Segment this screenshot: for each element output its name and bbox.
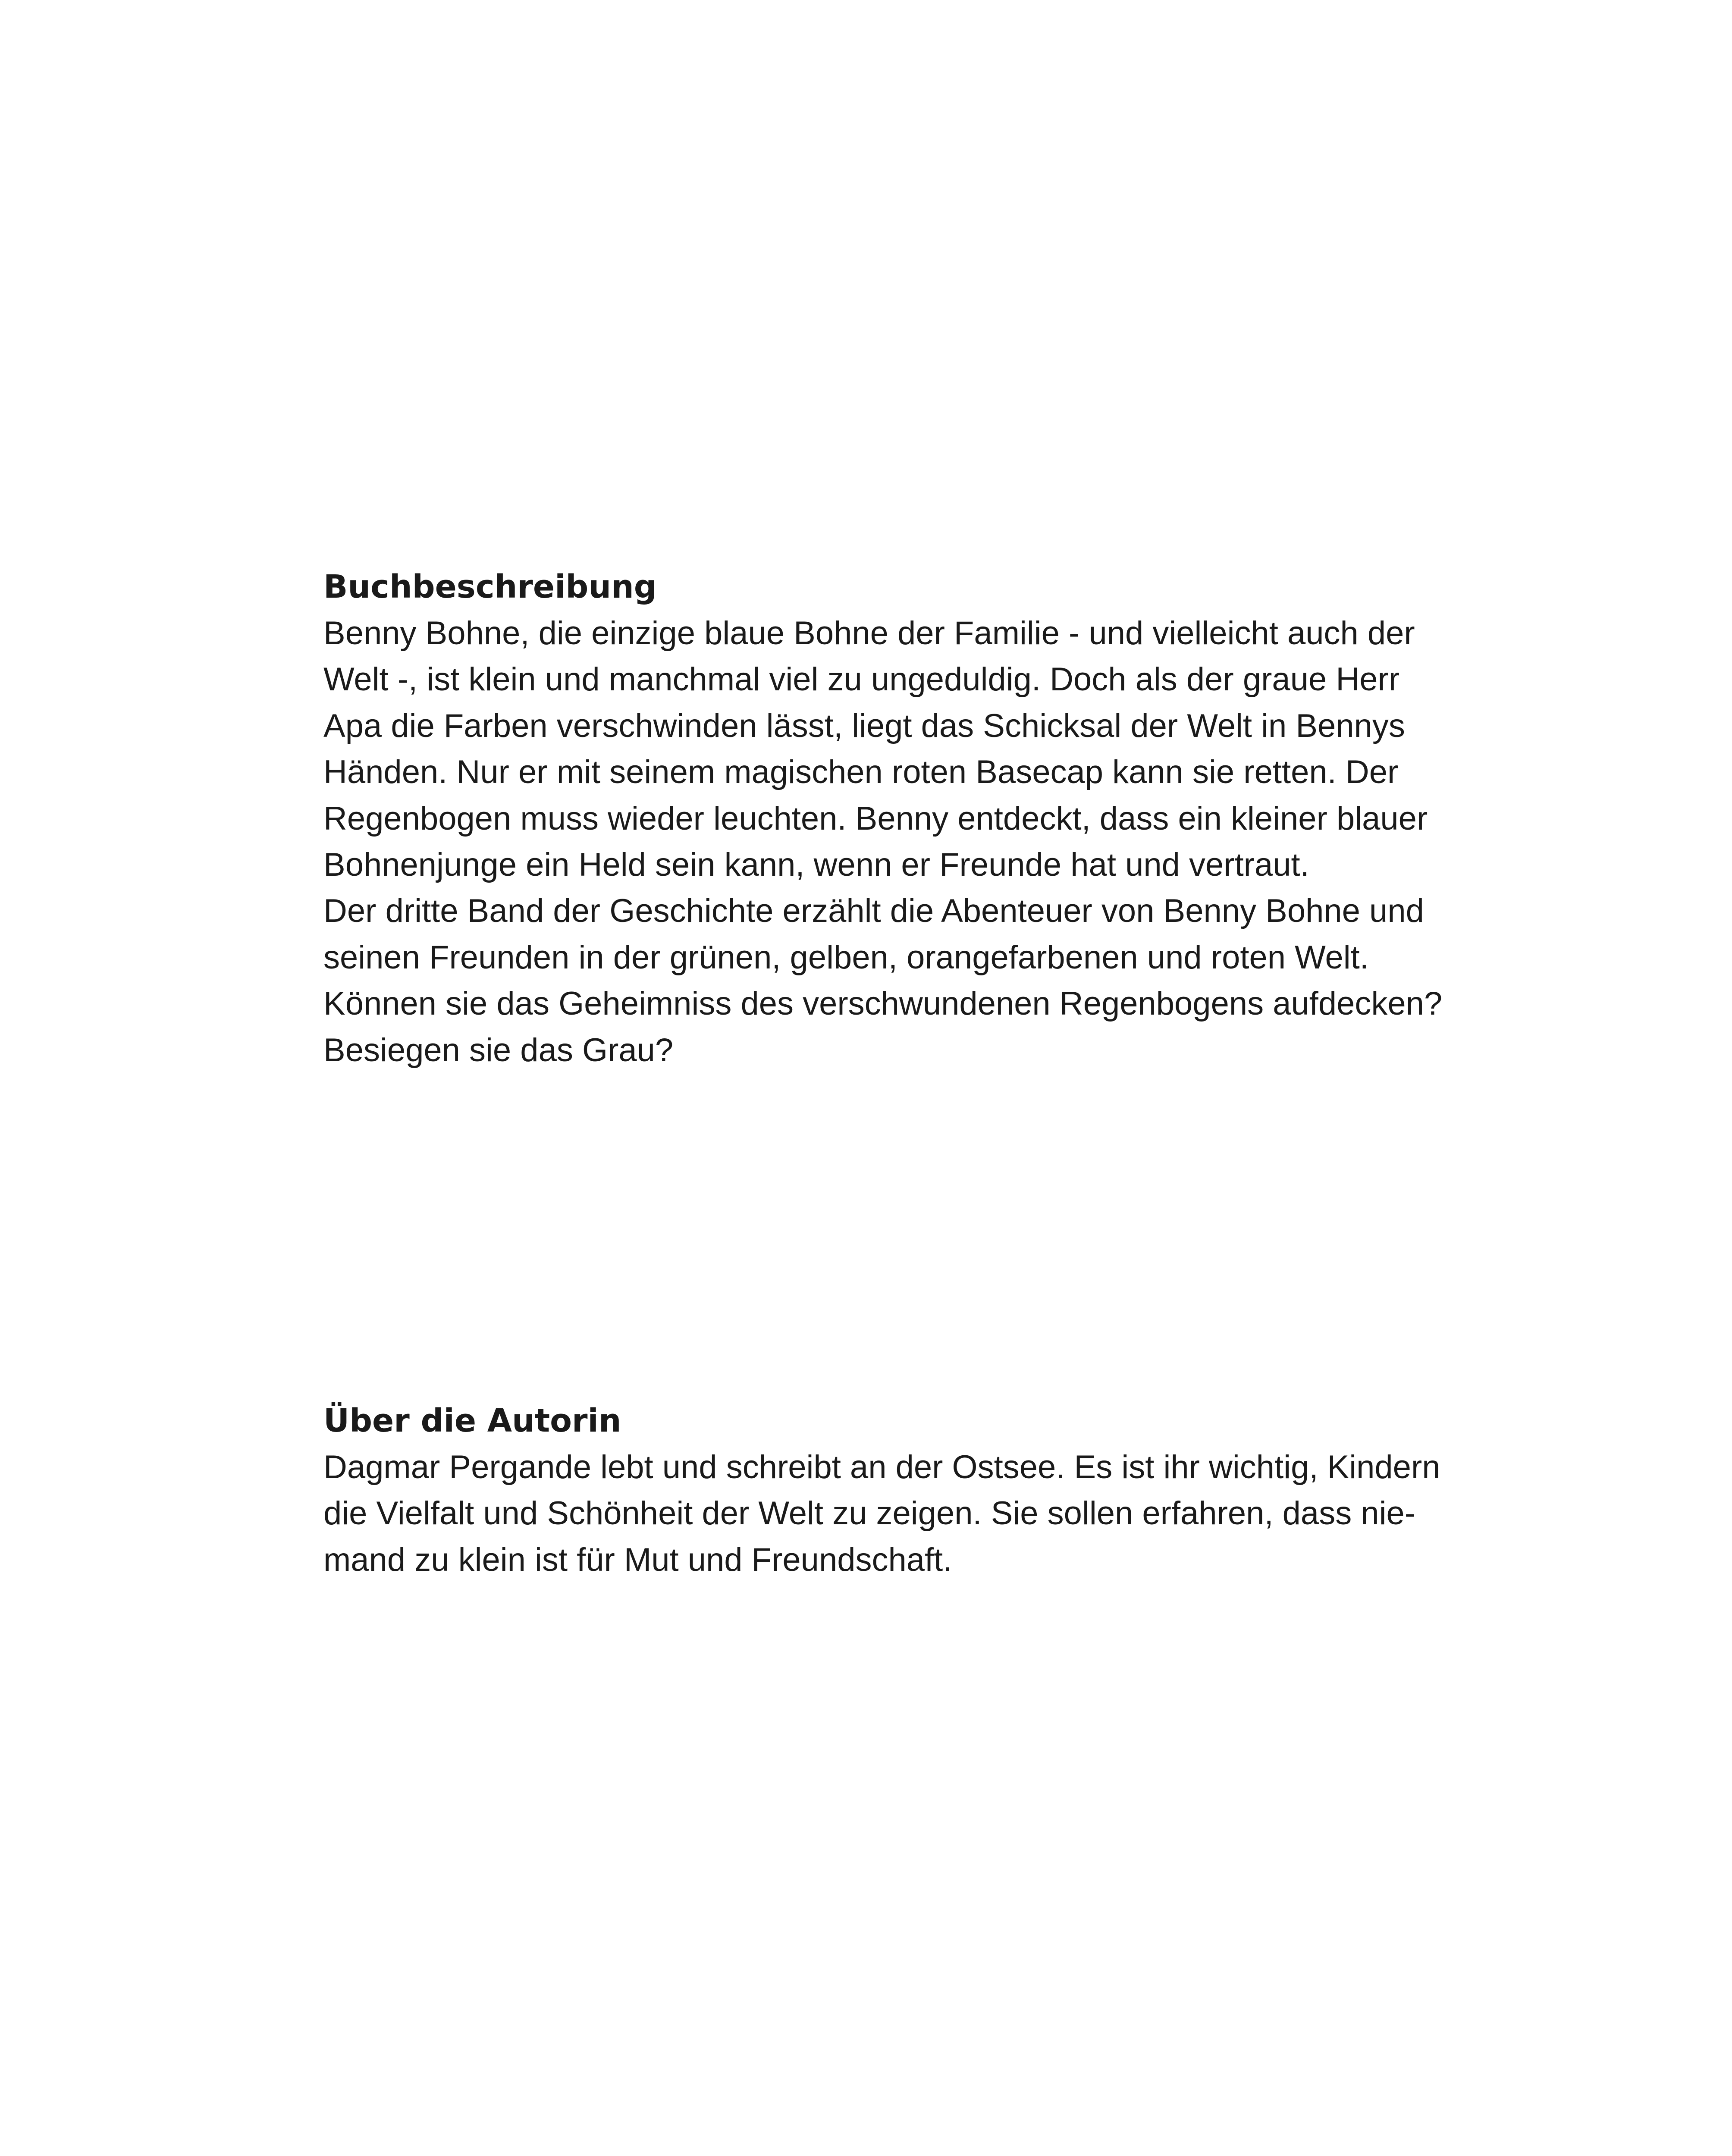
- book-description-line: Können sie das Geheimniss des verschwundenen Regenbogens aufdecken?: [323, 985, 1443, 1022]
- book-description-line: Welt -, ist klein und manchmal viel zu ungeduldig. Doch als der graue Herr: [323, 661, 1400, 698]
- author-heading: Über die Autorin: [323, 1402, 621, 1439]
- book-description-line: Händen. Nur er mit seinem magischen roten Basecap kann sie retten. Der: [323, 754, 1399, 791]
- book-description-heading: Buchbeschreibung: [323, 568, 657, 605]
- book-description-line: Der dritte Band der Geschichte erzählt die Abenteuer von Benny Bohne und: [323, 893, 1424, 930]
- author-bio-line: mand zu klein ist für Mut und Freundschaft.: [323, 1541, 952, 1578]
- book-description-line: Regenbogen muss wieder leuchten. Benny entdeckt, dass ein kleiner blauer: [323, 800, 1428, 837]
- author-section: [323, 1398, 1453, 1583]
- book-description-line: seinen Freunden in der grünen, gelben, orangefarbenen und roten Welt.: [323, 939, 1369, 976]
- author-bio-line: die Vielfalt und Schönheit der Welt zu zeigen. Sie sollen erfahren, dass nie-: [323, 1495, 1416, 1532]
- book-description-line: Benny Bohne, die einzige blaue Bohne der Familie - und vielleicht auch der: [323, 615, 1415, 652]
- book-description-line: Besiegen sie das Grau?: [323, 1031, 674, 1069]
- book-description-section: [323, 564, 1453, 1073]
- author-bio-line: Dagmar Pergande lebt und schreibt an der Ostsee. Es ist ihr wichtig, Kindern: [323, 1449, 1440, 1485]
- book-description-line: Apa die Farben verschwinden lässt, liegt das Schicksal der Welt in Bennys: [323, 707, 1405, 744]
- book-description-line: Bohnenjunge ein Held sein kann, wenn er Freunde hat und vertraut.: [323, 846, 1309, 884]
